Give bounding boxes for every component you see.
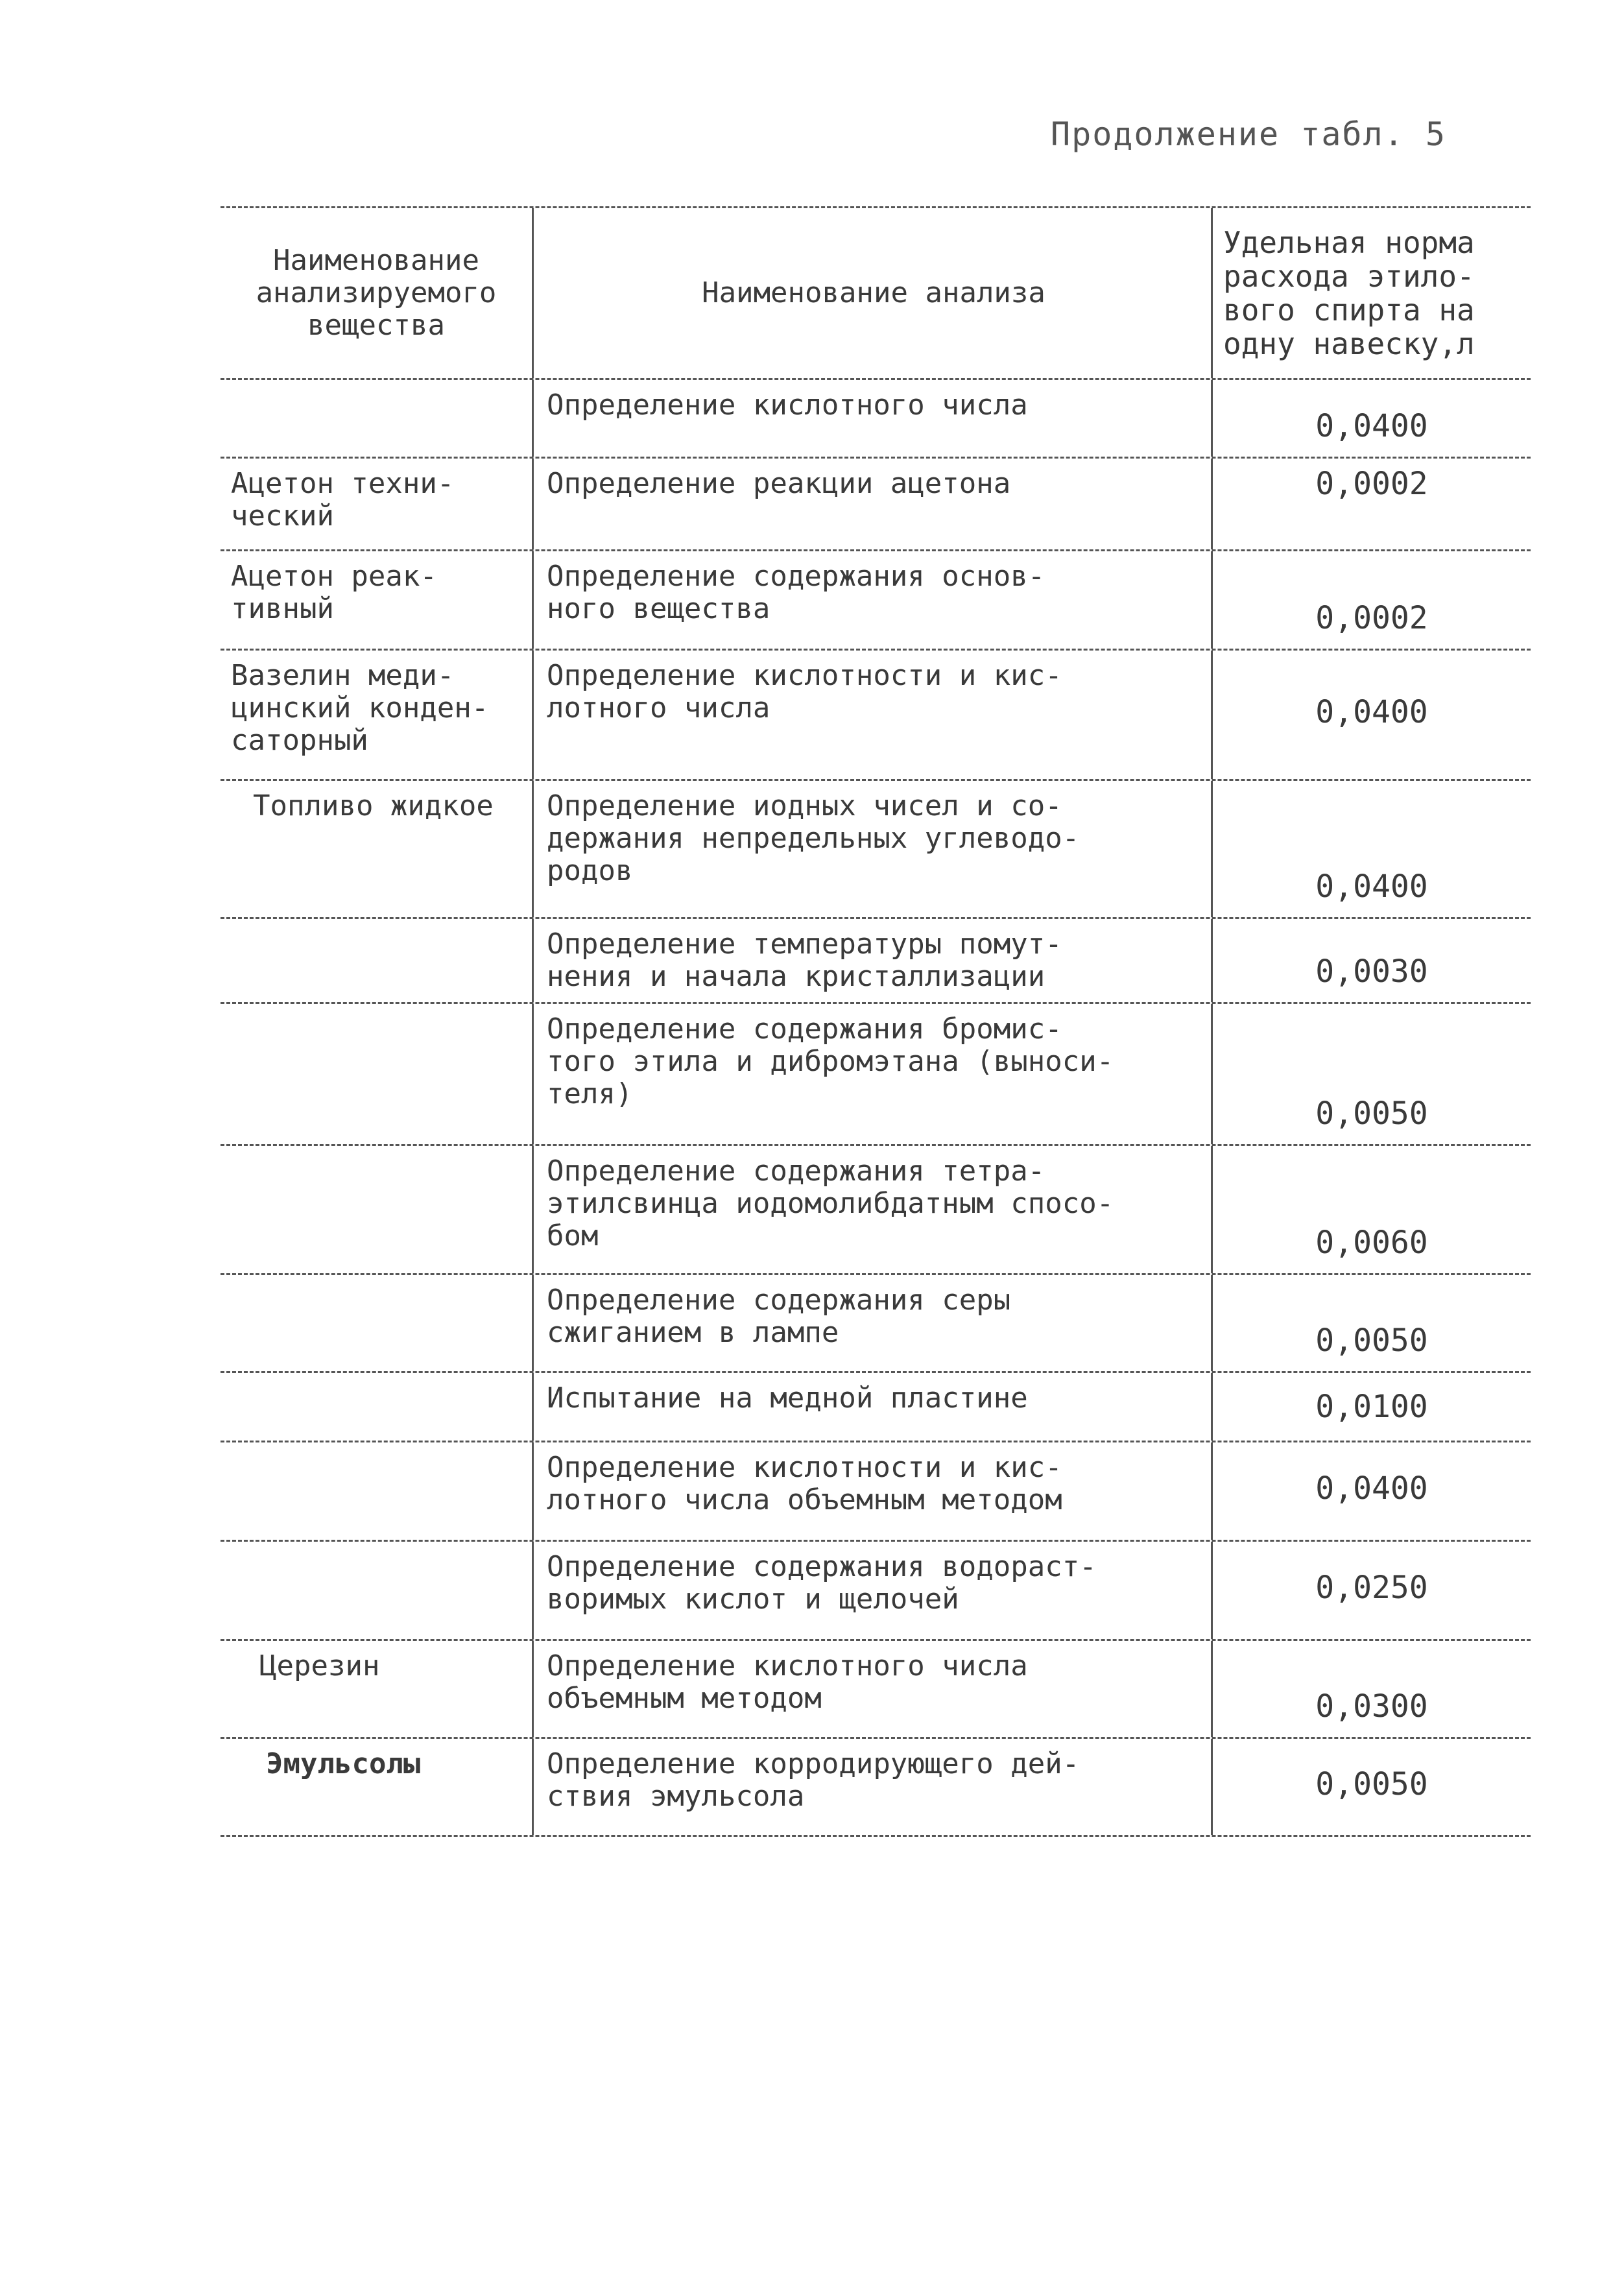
norm-cell: 0,0250: [1315, 1570, 1428, 1606]
analysis-cell: Определение кислотности и кис- лотного числа объемным методом: [532, 1442, 1213, 1540]
table-row: [221, 651, 1531, 781]
substance-cell: Ацетон реак- тивный: [231, 560, 437, 625]
analysis-cell: Определение кислотного числа: [532, 380, 1213, 457]
table-row: [221, 1275, 1531, 1373]
table-row: [221, 1739, 1531, 1837]
table-row: [221, 919, 1531, 1004]
analysis-cell: Определение содержания бромис- того этила и дибромэтана (выноси- теля): [532, 1004, 1213, 1144]
norm-cell: 0,0030: [1315, 953, 1428, 990]
norm-cell: 0,0400: [1315, 868, 1428, 905]
substance-cell: Эмульсолы: [266, 1747, 421, 1780]
norm-cell: 0,0400: [1315, 1470, 1428, 1507]
norm-cell: 0,0002: [1315, 600, 1428, 636]
substance-cell: [221, 1442, 532, 1540]
header-substance: Наименование анализируемого вещества: [256, 244, 497, 342]
header-analysis: Наименование анализа: [532, 208, 1213, 378]
norm-cell: 0,0050: [1315, 1322, 1428, 1359]
analysis-cell: Определение содержания основ- ного вещества: [532, 551, 1213, 649]
analysis-cell: Определение содержания серы сжиганием в лампе: [532, 1275, 1213, 1371]
header-norm: Удельная норма расхода этило- вого спирта на одну навеску,л: [1223, 225, 1475, 361]
norm-cell: 0,0002: [1315, 466, 1428, 502]
table-header-row: [221, 206, 1531, 380]
analysis-cell: Определение температуры помут- нения и начала кристаллизации: [532, 919, 1213, 1002]
table-row: [221, 1641, 1531, 1739]
table-row: [221, 781, 1531, 919]
substance-cell: [221, 1275, 532, 1371]
substance-cell: Ацетон техни- ческий: [231, 467, 455, 532]
table-row: [221, 1442, 1531, 1542]
norm-cell: 0,0100: [1315, 1389, 1428, 1425]
norm-cell: 0,0300: [1315, 1688, 1428, 1725]
substance-cell: [221, 1146, 532, 1273]
analysis-cell: Определение содержания тетра- этилсвинца иодомолибдатным спосо- бом: [532, 1146, 1213, 1273]
substance-cell: [221, 380, 532, 457]
analysis-cell: Испытание на медной пластине: [532, 1373, 1213, 1441]
norm-cell: 0,0060: [1315, 1225, 1428, 1261]
norms-table: [221, 206, 1531, 1837]
table-row: [221, 1146, 1531, 1275]
table-row: [221, 459, 1531, 551]
substance-cell: Топливо жидкое: [253, 789, 494, 822]
page-header: Продолжение табл. 5: [1051, 115, 1446, 153]
norm-cell: 0,0050: [1315, 1766, 1428, 1802]
table-row: [221, 1004, 1531, 1146]
table-row: [221, 380, 1531, 459]
table-row: [221, 551, 1531, 651]
substance-cell: Вазелин меди- цинский конден- саторный: [231, 659, 489, 757]
substance-cell: [221, 919, 532, 1002]
norm-cell: 0,0400: [1315, 694, 1428, 730]
analysis-cell: Определение корродирующего дей- ствия эмульсола: [532, 1739, 1213, 1835]
analysis-cell: Определение иодных чисел и со- держания непредельных углеводо- родов: [532, 781, 1213, 917]
substance-cell: [221, 1373, 532, 1441]
substance-cell: [221, 1004, 532, 1144]
analysis-cell: Определение кислотности и кис- лотного числа: [532, 651, 1213, 779]
table-row: [221, 1542, 1531, 1641]
table-row: [221, 1373, 1531, 1442]
analysis-cell: Определение кислотного числа объемным методом: [532, 1641, 1213, 1737]
substance-cell: Церезин: [259, 1649, 380, 1682]
analysis-cell: Определение содержания водораст- воримых кислот и щелочей: [532, 1542, 1213, 1639]
substance-cell: [221, 1542, 532, 1639]
analysis-cell: Определение реакции ацетона: [532, 459, 1213, 549]
norm-cell: 0,0400: [1315, 408, 1428, 444]
norm-cell: 0,0050: [1315, 1095, 1428, 1132]
